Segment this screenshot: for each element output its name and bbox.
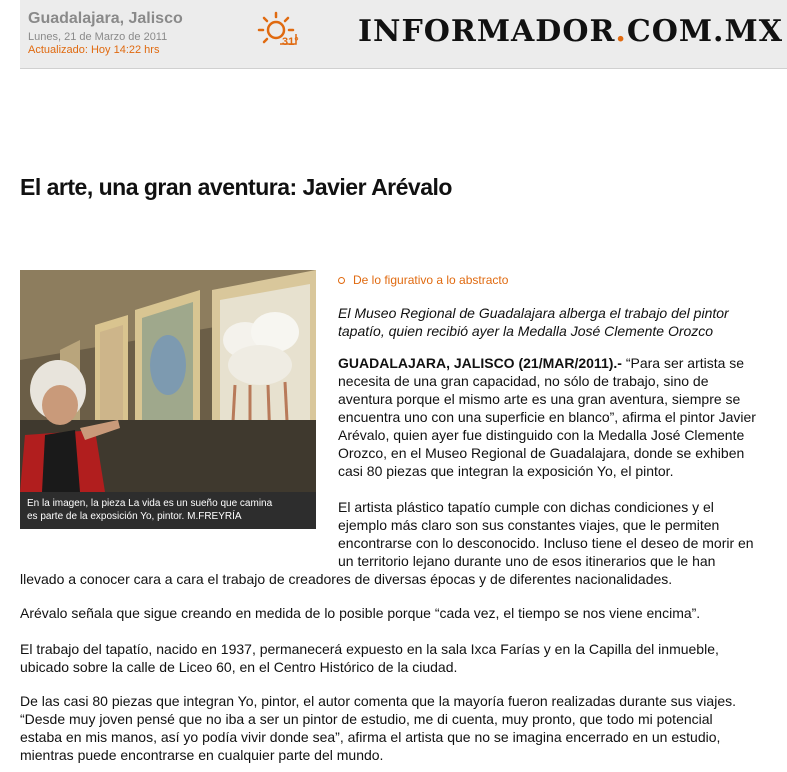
paragraph-line: El artista plástico tapatío cumple con dichas condiciones y el bbox=[338, 499, 714, 515]
paragraph-line: Arévalo, quien ayer fue distinguido con la Medalla José Clemente bbox=[338, 427, 745, 443]
paragraph-1 bbox=[338, 354, 770, 480]
related-link-label[interactable]: De lo figurativo a lo abstracto bbox=[353, 273, 509, 287]
paragraph-text: “Para ser artista se bbox=[621, 355, 745, 371]
city-name: Guadalajara, Jalisco bbox=[28, 10, 183, 27]
paragraph-line: El trabajo del tapatío, nacido en 1937, permanecerá expuesto en la sala Ixca Farías y en la Capilla del inmueble, bbox=[20, 641, 719, 657]
photo-caption bbox=[20, 492, 316, 529]
summary-line: tapatío, quien recibió ayer la Medalla José Clemente Orozco bbox=[338, 323, 714, 339]
paragraph-line: Orozco, en el Museo Regional de Guadalajara, donde se exhiben bbox=[338, 445, 745, 461]
paragraph-line: “Desde muy joven pensé que no iba a ser un pintor de estudio, me di cuenta, muy pronto, que todo mi potencial bbox=[20, 711, 713, 727]
article-summary bbox=[338, 304, 768, 340]
paragraph-line: Arévalo señala que sigue creando en medida de lo posible porque “cada vez, el tiempo se nos viene encima”. bbox=[20, 605, 701, 621]
paragraph-line: un territorio lejano durante uno de esos itinerarios que le han bbox=[338, 553, 716, 569]
bullet-circle-icon bbox=[338, 277, 345, 284]
paragraph-2 bbox=[338, 498, 770, 570]
logo-tld: COM.MX bbox=[626, 14, 783, 49]
paragraph-line: llevado a conocer cara a cara el trabajo de creadores de diversas épocas y de diferentes nacionalidades. bbox=[20, 571, 673, 587]
paragraph-line bbox=[338, 354, 770, 372]
caption-line: es parte de la exposición Yo, pintor. M.FREYRÍA bbox=[27, 511, 242, 522]
caption-line: En la imagen, la pieza La vida es un sueño que camina bbox=[27, 498, 273, 509]
gallery-photo-illustration bbox=[20, 270, 316, 492]
dateline: GUADALAJARA, JALISCO (21/MAR/2011).- bbox=[338, 355, 622, 371]
summary-line: El Museo Regional de Guadalajara alberga el trabajo del pintor bbox=[338, 305, 729, 321]
sun-icon[interactable] bbox=[252, 10, 308, 54]
related-link[interactable] bbox=[338, 273, 508, 287]
site-header bbox=[20, 0, 787, 69]
logo-main: INFORMADOR bbox=[358, 14, 616, 49]
paragraph-line: ubicado sobre la calle de Liceo 60, en el Centro Histórico de la ciudad. bbox=[20, 659, 458, 675]
article-headline: El arte, una gran aventura: Javier Arévalo bbox=[20, 174, 452, 200]
paragraph-3 bbox=[20, 604, 780, 622]
paragraph-2-continued bbox=[20, 570, 780, 588]
site-logo[interactable] bbox=[358, 14, 783, 49]
paragraph-line: ejemplo más claro son sus constantes viajes, que le permiten bbox=[338, 517, 720, 533]
updated-time: Actualizado: Hoy 14:22 hrs bbox=[28, 44, 160, 56]
paragraph-line: casi 80 piezas que integran la exposición Yo, el pintor. bbox=[338, 463, 674, 479]
logo-dot: . bbox=[615, 14, 627, 49]
paragraph-line: encontrarse con lo desconocido. Incluso tiene el deseo de morir en bbox=[338, 535, 754, 551]
paragraph-line: mientras puede encontrarse en cualquier parte del mundo. bbox=[20, 747, 384, 763]
paragraph-5 bbox=[20, 692, 780, 764]
temperature: 31° bbox=[282, 36, 299, 48]
paragraph-line: estaba en mis manos, así yo podía vivir donde sea”, afirma el artista que no se imagina encerrado en un estudio, bbox=[20, 729, 721, 745]
paragraph-4 bbox=[20, 640, 780, 676]
paragraph-line: encuentra uno con una superficie en blanco”, afirma el pintor Javier bbox=[338, 409, 756, 425]
paragraph-line: necesita de una gran capacidad, no sólo de trabajo, sino de bbox=[338, 373, 709, 389]
article-photo bbox=[20, 270, 316, 492]
current-date: Lunes, 21 de Marzo de 2011 bbox=[28, 31, 168, 43]
paragraph-line: aventura porque el mismo arte es una gran aventura, siempre se bbox=[338, 391, 741, 407]
paragraph-line: De las casi 80 piezas que integran Yo, pintor, el autor comenta que la mayoría fueron realizadas durante sus viajes. bbox=[20, 693, 736, 709]
